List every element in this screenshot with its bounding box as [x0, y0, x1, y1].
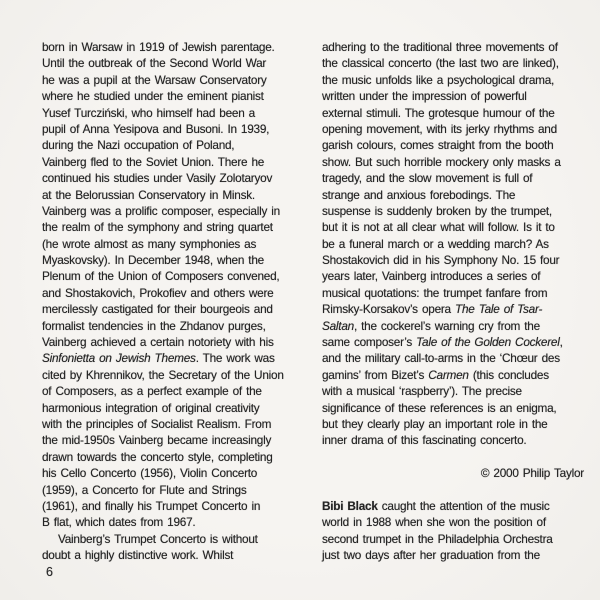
- text-line: tragedy, and the slow movement is full of: [322, 171, 533, 186]
- text-line: world in 1988 when she won the position of: [322, 515, 546, 530]
- text-line: external stimuli. The grotesque humour of the: [322, 105, 555, 120]
- left-text-column: [42, 39, 304, 564]
- text-line: [322, 482, 584, 498]
- text-line: pupil of Anna Yesipova and Busoni. In 1939,: [42, 121, 270, 136]
- text-line: years later, Vainberg introduces a series of: [322, 269, 541, 284]
- right-text-column: [322, 39, 584, 564]
- text-line: and the military call-to-arms in the ‘Chœur des: [322, 351, 560, 366]
- text-line: of Composers, as a perfect example of the: [42, 384, 262, 399]
- text-line: mercilessly castigated for their bourgeois and: [42, 302, 273, 317]
- text-line: formalist tendencies in the Zhdanov purges,: [42, 318, 266, 333]
- text-line: but they clearly play an important role in the: [322, 416, 548, 431]
- text-line: garish colours, comes straight from the booth: [322, 138, 554, 153]
- text-line: gamins’ from Bizet’s Carmen (this concludes: [322, 367, 549, 382]
- text-line: adhering to the traditional three movements of: [322, 40, 558, 54]
- text-line: but it is not at all clear what will follow. Is it to: [322, 220, 555, 235]
- text-line: same composer’s Tale of the Golden Cockerel,: [322, 335, 563, 350]
- text-line: Shostakovich did in his Symphony No. 15 four: [322, 253, 560, 268]
- text-line: the classical concerto (the last two are linked),: [322, 56, 559, 71]
- text-line: harmonious integration of original creativity: [42, 400, 260, 415]
- text-line: second trumpet in the Philadelphia Orchestra: [322, 531, 553, 546]
- text-line: Vainberg fled to the Soviet Union. There he: [42, 154, 265, 169]
- text-line: his Cello Concerto (1956), Violin Concerto: [42, 466, 258, 481]
- text-line: where he studied under the eminent pianist: [42, 89, 264, 104]
- text-line: just two days after her graduation from the: [322, 548, 540, 563]
- text-line: Myaskovsky). In December 1948, when the: [42, 253, 264, 268]
- text-line: Bibi Black caught the attention of the music: [322, 498, 550, 513]
- text-line: during the Nazi occupation of Poland,: [42, 138, 235, 153]
- text-line: drawn towards the concerto style, completing: [42, 449, 273, 464]
- text-line: he was a pupil at the Warsaw Conservatory: [42, 72, 267, 87]
- text-line: strange and anxious forebodings. The: [322, 187, 516, 202]
- text-line: B flat, which dates from 1967.: [42, 515, 196, 530]
- text-line: inner drama of this fascinating concerto.: [322, 433, 527, 448]
- text-line: born in Warsaw in 1919 of Jewish parentage.: [42, 40, 275, 54]
- text-line: continued his studies under Vasily Zolotaryov: [42, 171, 273, 186]
- text-line: the mid-1950s Vainberg became increasingly: [42, 433, 272, 448]
- text-line: show. But such horrible mockery only masks a: [322, 154, 561, 169]
- text-line: opening movement, with its jerky rhythms and: [322, 121, 557, 136]
- text-line: Vainberg’s Trumpet Concerto is without: [58, 531, 258, 546]
- text-line: doubt a highly distinctive work. Whilst: [42, 548, 234, 563]
- text-line: Saltan, the cockerel’s warning cry from the: [322, 318, 540, 333]
- text-line: significance of these references is an enigma,: [322, 400, 557, 415]
- text-line: Rimsky-Korsakov’s opera The Tale of Tsar-: [322, 302, 543, 317]
- text-line: Until the outbreak of the Second World War: [42, 56, 267, 71]
- text-line: the music unfolds like a psychological drama,: [322, 72, 555, 87]
- text-line: Yusef Turcziński, who himself had been a: [42, 105, 255, 120]
- page-number: 6: [46, 565, 53, 579]
- text-line: written under the impression of powerful: [322, 89, 527, 104]
- text-line: © 2000 Philip Taylor: [480, 466, 584, 481]
- text-line: musical quotations: the trumpet fanfare from: [322, 285, 548, 300]
- text-line: Sinfonietta on Jewish Themes. The work was: [42, 351, 275, 366]
- text-line: Vainberg achieved a certain notoriety with his: [42, 335, 274, 350]
- text-line: [322, 449, 584, 465]
- text-line: cited by Khrennikov, the Secretary of the Union: [42, 367, 284, 382]
- text-line: with a musical ‘raspberry’). The precise: [322, 384, 522, 399]
- text-line: suspense is suddenly broken by the trumpet,: [322, 203, 552, 218]
- text-line: Plenum of the Union of Composers convened,: [42, 269, 280, 284]
- text-line: (1959), a Concerto for Flute and Strings: [42, 482, 247, 497]
- text-line: (he wrote almost as many symphonies as: [42, 236, 257, 251]
- text-line: at the Belorussian Conservatory in Minsk.: [42, 187, 255, 202]
- text-line: (1961), and finally his Trumpet Concerto in: [42, 498, 261, 513]
- text-line: the realm of the symphony and string quartet: [42, 220, 273, 235]
- text-line: with the principles of Socialist Realism. From: [42, 416, 272, 431]
- text-line: Vainberg was a prolific composer, especially in: [42, 203, 280, 218]
- text-line: and Shostakovich, Prokofiev and others were: [42, 285, 274, 300]
- text-line: be a funeral march or a wedding march? As: [322, 236, 549, 251]
